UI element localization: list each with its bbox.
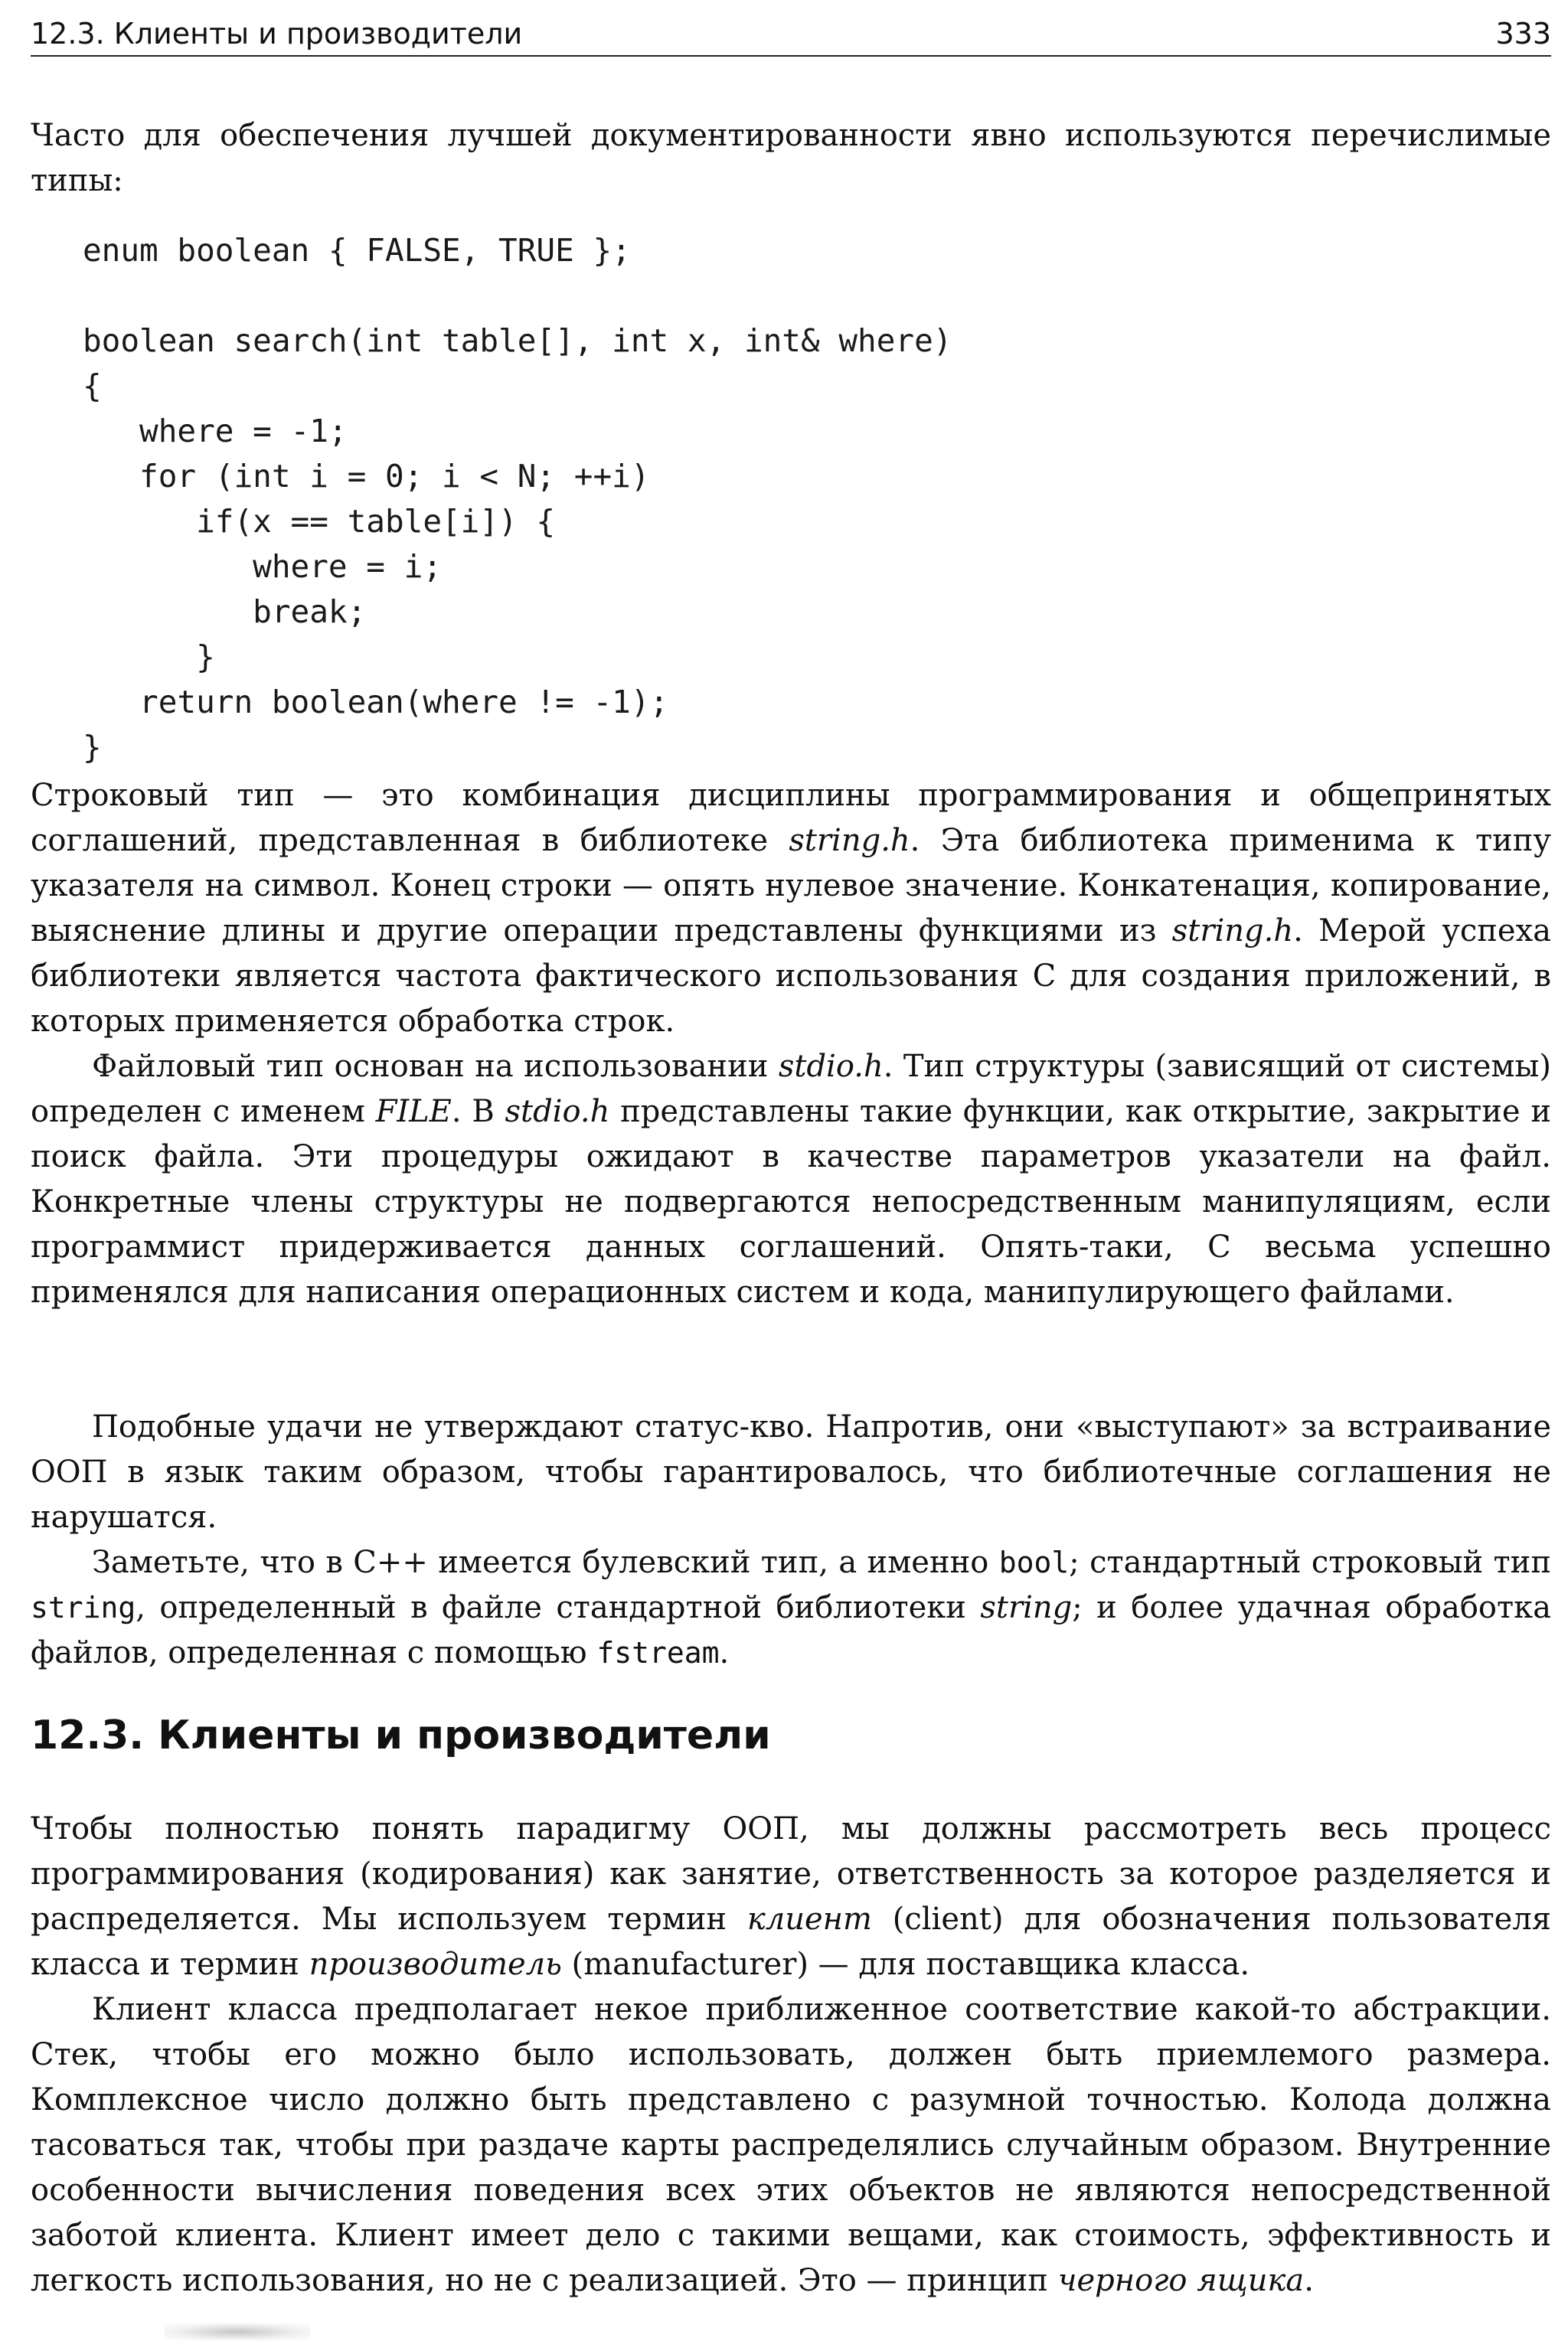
section-heading: 12.3. Клиенты и производители [31, 1713, 771, 1758]
code-line: where = i; [83, 548, 442, 585]
header-section-title: 12.3. Клиенты и производители [31, 17, 523, 51]
code-listing [83, 228, 952, 770]
type-name: FILE [375, 1094, 452, 1129]
code-term: string [31, 1591, 136, 1624]
code-line: for (int i = 0; i < N; ++i) [83, 458, 650, 495]
text: (manufacturer) — для поставщика класса. [561, 1947, 1250, 1982]
term-manufacturer: производитель [309, 1947, 562, 1982]
paragraph-file-type [31, 1044, 1551, 1315]
page-number: 333 [1495, 17, 1551, 51]
code-term: bool [998, 1546, 1070, 1579]
text: Чтобы полностью понять парадигму ООП, мы должны рассмотреть весь процесс программирования (кодирования) как занятие, ответственность за которое разделяется и распределяется. Мы используем термин [31, 1811, 1551, 1937]
code-line: } [83, 638, 215, 675]
text: Клиент класса предполагает некое приближенное соответствие какой-то абстракции. Стек, чтобы его можно было использовать, должен быть приемлемого размера. Комплексное число должно быть представлено с разумной точностью. Колода должна тасоваться так, чтобы при раздаче карты распределялись случайным образом. Внутренние особенности вычисления поведения всех этих объектов не являются непосредственной заботой клиента. Клиент имеет дело с такими вещами, как стоимость, эффективность и легкость использования, но не с реализацией. Это — принцип [31, 1992, 1551, 2298]
text: . [1304, 2263, 1314, 2298]
term-black-box: черного ящика [1057, 2263, 1305, 2298]
text: Файловый тип основан на использовании [92, 1049, 779, 1084]
library-name: string.h [789, 823, 910, 858]
intro-paragraph: Часто для обеспечения лучшей документированности явно используются перечислимые типы: [31, 118, 1551, 198]
code-line: } [83, 729, 102, 766]
code-term: fstream [596, 1636, 720, 1670]
paragraph-cpp-types [31, 1540, 1551, 1676]
text: (client) для обозначения пользователя класса и термин [31, 1902, 1551, 1982]
code-line: enum boolean { FALSE, TRUE }; [83, 232, 631, 269]
code-line: if(x == table[i]) { [83, 503, 556, 540]
library-name: stdio.h [505, 1094, 610, 1129]
library-name: string [980, 1590, 1073, 1625]
running-header [31, 17, 1551, 57]
text: ; стандартный строковый тип [1069, 1545, 1552, 1580]
text: представлены такие функции, как открытие, закрытие и поиск файла. Эти процедуры ожидают в качестве параметров указатели на файл. Конкретные члены структуры не подвергаются непосредственным манипуляциям, если программист придерживается данных соглашений. Опять-таки, С весьма успешно применялся для написания операционных систем и кода, манипулирующего файлами. [31, 1094, 1551, 1310]
code-line: { [83, 367, 102, 404]
text: Строковый тип — это комбинация дисциплины программирования и общепринятых соглашений, представленная в библиотеке [31, 778, 1551, 858]
text: , определенный в файле стандартной библиотеки [136, 1590, 981, 1625]
scan-smudge [165, 2323, 310, 2340]
paragraph-clients [31, 1807, 1551, 1987]
text: . Мерой успеха библиотеки является частота фактического использования С для создания приложений, в которых применяется обработка строк. [31, 913, 1552, 1039]
term-client: клиент [746, 1902, 872, 1937]
paragraph-client-class [31, 1987, 1551, 2304]
text: . Эта библиотека применима к типу указателя на символ. Конец строки — опять нулевое значение. Конкатенация, копирование, выяснение длины и другие операции представлены функциями из [31, 823, 1551, 949]
code-line: return boolean(where != -1); [83, 684, 669, 720]
text: . В [451, 1094, 505, 1129]
text: ; и более удачная обработка файлов, определенная с помощью [31, 1590, 1551, 1670]
text: . Тип структуры (зависящий от системы) определен с именем [31, 1049, 1551, 1129]
paragraph-string-type [31, 773, 1551, 1044]
library-name: string.h [1171, 913, 1294, 949]
code-line: break; [83, 593, 367, 630]
library-name: stdio.h [778, 1049, 884, 1084]
text: Заметьте, что в С++ имеется булевский тип, а именно [92, 1545, 999, 1580]
text: . [719, 1635, 730, 1670]
code-line: where = -1; [83, 413, 348, 449]
paragraph-success: Подобные удачи не утверждают статус-кво. Напротив, они «выступают» за встраивание ООП в язык таким образом, чтобы гарантировалось, что библиотечные соглашения не нарушатся. [31, 1409, 1551, 1535]
code-line: boolean search(int table[], int x, int& where) [83, 322, 952, 359]
